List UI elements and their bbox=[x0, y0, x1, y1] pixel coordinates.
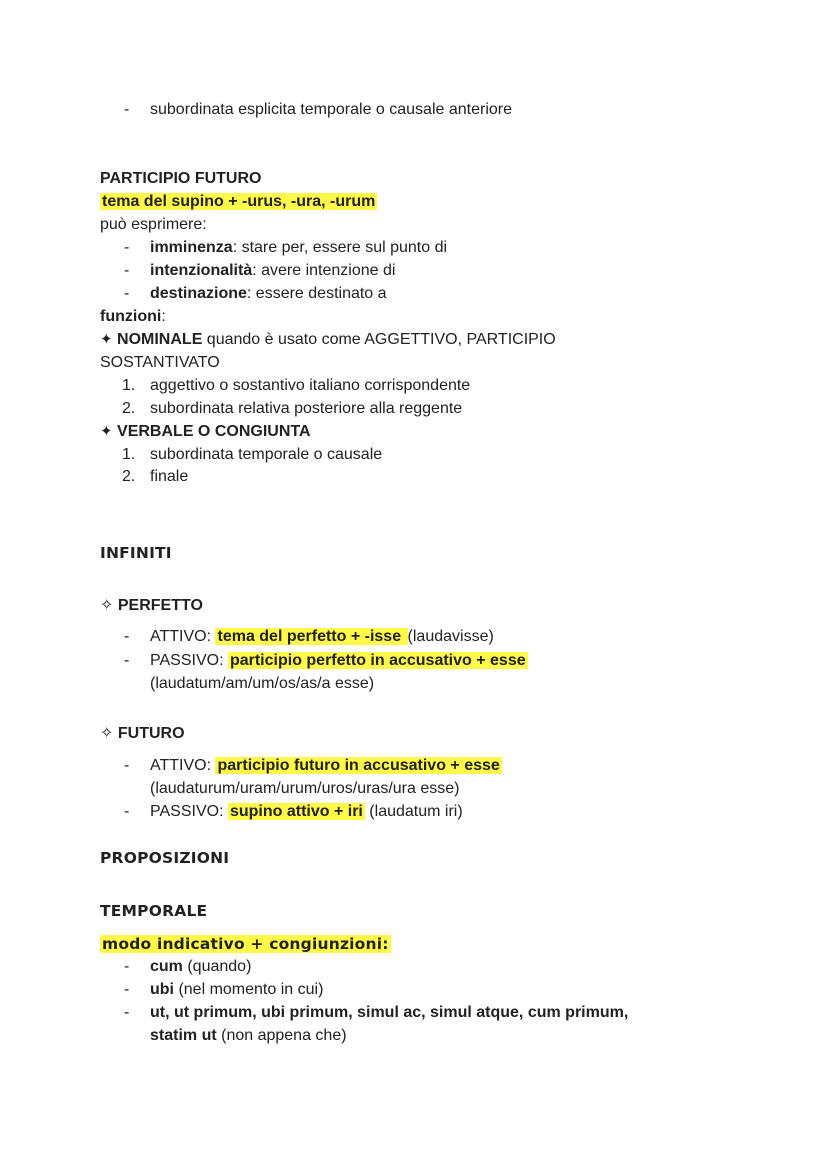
list-item: subordinata relativa posteriore alla reggente bbox=[150, 400, 463, 417]
formula-line bbox=[100, 191, 377, 213]
list-item: cum (quando) bbox=[150, 958, 252, 975]
list-dash: - bbox=[124, 757, 130, 774]
list-item: destinazione: essere destinato a bbox=[150, 285, 387, 302]
list-item: intenzionalità: avere intenzione di bbox=[150, 262, 396, 279]
list-item: aggettivo o sostantivo italiano corrispondente bbox=[150, 377, 471, 394]
list-dash: - bbox=[124, 285, 130, 302]
intro-text: può esprimere: bbox=[100, 216, 207, 233]
list-item-cont: (laudaturum/uram/urum/uros/uras/ura esse) bbox=[150, 780, 460, 797]
list-number: 2. bbox=[122, 400, 136, 417]
list-dash: - bbox=[124, 628, 130, 645]
section-heading-proposizioni: PROPOSIZIONI bbox=[100, 849, 230, 867]
section-heading-participio-futuro: PARTICIPIO FUTURO bbox=[100, 170, 262, 187]
list-dash: - bbox=[124, 958, 130, 975]
section-heading-infiniti: INFINITI bbox=[100, 544, 172, 562]
highlight-formula: participio futuro in accusativo + esse bbox=[217, 757, 500, 774]
list-item: ut, ut primum, ubi primum, simul ac, simul atque, cum primum, bbox=[150, 1004, 629, 1021]
subheading-perfetto: ✧ PERFETTO bbox=[100, 597, 203, 614]
list-dash: - bbox=[124, 803, 130, 820]
highlight-formula: tema del supino + -urus, -ura, -urum bbox=[102, 193, 376, 210]
list-item: PASSIVO: participio perfetto in accusativo + esse bbox=[150, 652, 526, 669]
funzioni-label: funzioni: bbox=[100, 308, 166, 325]
list-number: 1. bbox=[122, 377, 136, 394]
list-number: 2. bbox=[122, 468, 136, 485]
subheading-futuro: ✧ FUTURO bbox=[100, 725, 185, 742]
highlight-formula: modo indicativo + congiunzioni: bbox=[102, 935, 389, 953]
list-item: PASSIVO: supino attivo + iri (laudatum iri) bbox=[150, 803, 463, 820]
list-item: ATTIVO: participio futuro in accusativo + esse bbox=[150, 757, 500, 774]
list-item-cont: statim ut (non appena che) bbox=[150, 1027, 347, 1044]
list-item: subordinata temporale o causale bbox=[150, 446, 383, 463]
list-dash: - bbox=[124, 262, 130, 279]
list-number: 1. bbox=[122, 446, 136, 463]
formula-line bbox=[100, 933, 391, 955]
sparkle-icon: ✧ bbox=[100, 725, 114, 742]
list-item: finale bbox=[150, 468, 189, 485]
list-dash: - bbox=[124, 652, 130, 669]
highlight-formula: tema del perfetto + -isse bbox=[217, 628, 406, 645]
highlight-formula: supino attivo + iri bbox=[229, 803, 363, 820]
highlight-formula: participio perfetto in accusativo + esse bbox=[229, 652, 526, 669]
list-item: ATTIVO: tema del perfetto + -isse (laudavisse) bbox=[150, 628, 494, 645]
nominale-line: ✦ NOMINALE quando è usato come AGGETTIVO, PARTICIPIO bbox=[100, 331, 556, 348]
subheading-temporale: TEMPORALE bbox=[100, 902, 208, 920]
list-item: ubi (nel momento in cui) bbox=[150, 981, 324, 998]
list-item-cont: (laudatum/am/um/os/as/a esse) bbox=[150, 675, 375, 692]
star-icon: ✦ bbox=[100, 331, 113, 348]
list-dash: - bbox=[124, 981, 130, 998]
list-dash: - bbox=[124, 1004, 130, 1021]
sparkle-icon: ✧ bbox=[100, 597, 114, 614]
list-item: imminenza: stare per, essere sul punto di bbox=[150, 239, 448, 256]
star-icon: ✦ bbox=[100, 423, 113, 440]
list-dash: - bbox=[124, 239, 130, 256]
list-dash: - bbox=[124, 101, 130, 118]
nominale-line-cont: SOSTANTIVATO bbox=[100, 354, 220, 371]
list-item: subordinata esplicita temporale o causale anteriore bbox=[150, 101, 512, 118]
verbale-line: ✦ VERBALE O CONGIUNTA bbox=[100, 423, 311, 440]
